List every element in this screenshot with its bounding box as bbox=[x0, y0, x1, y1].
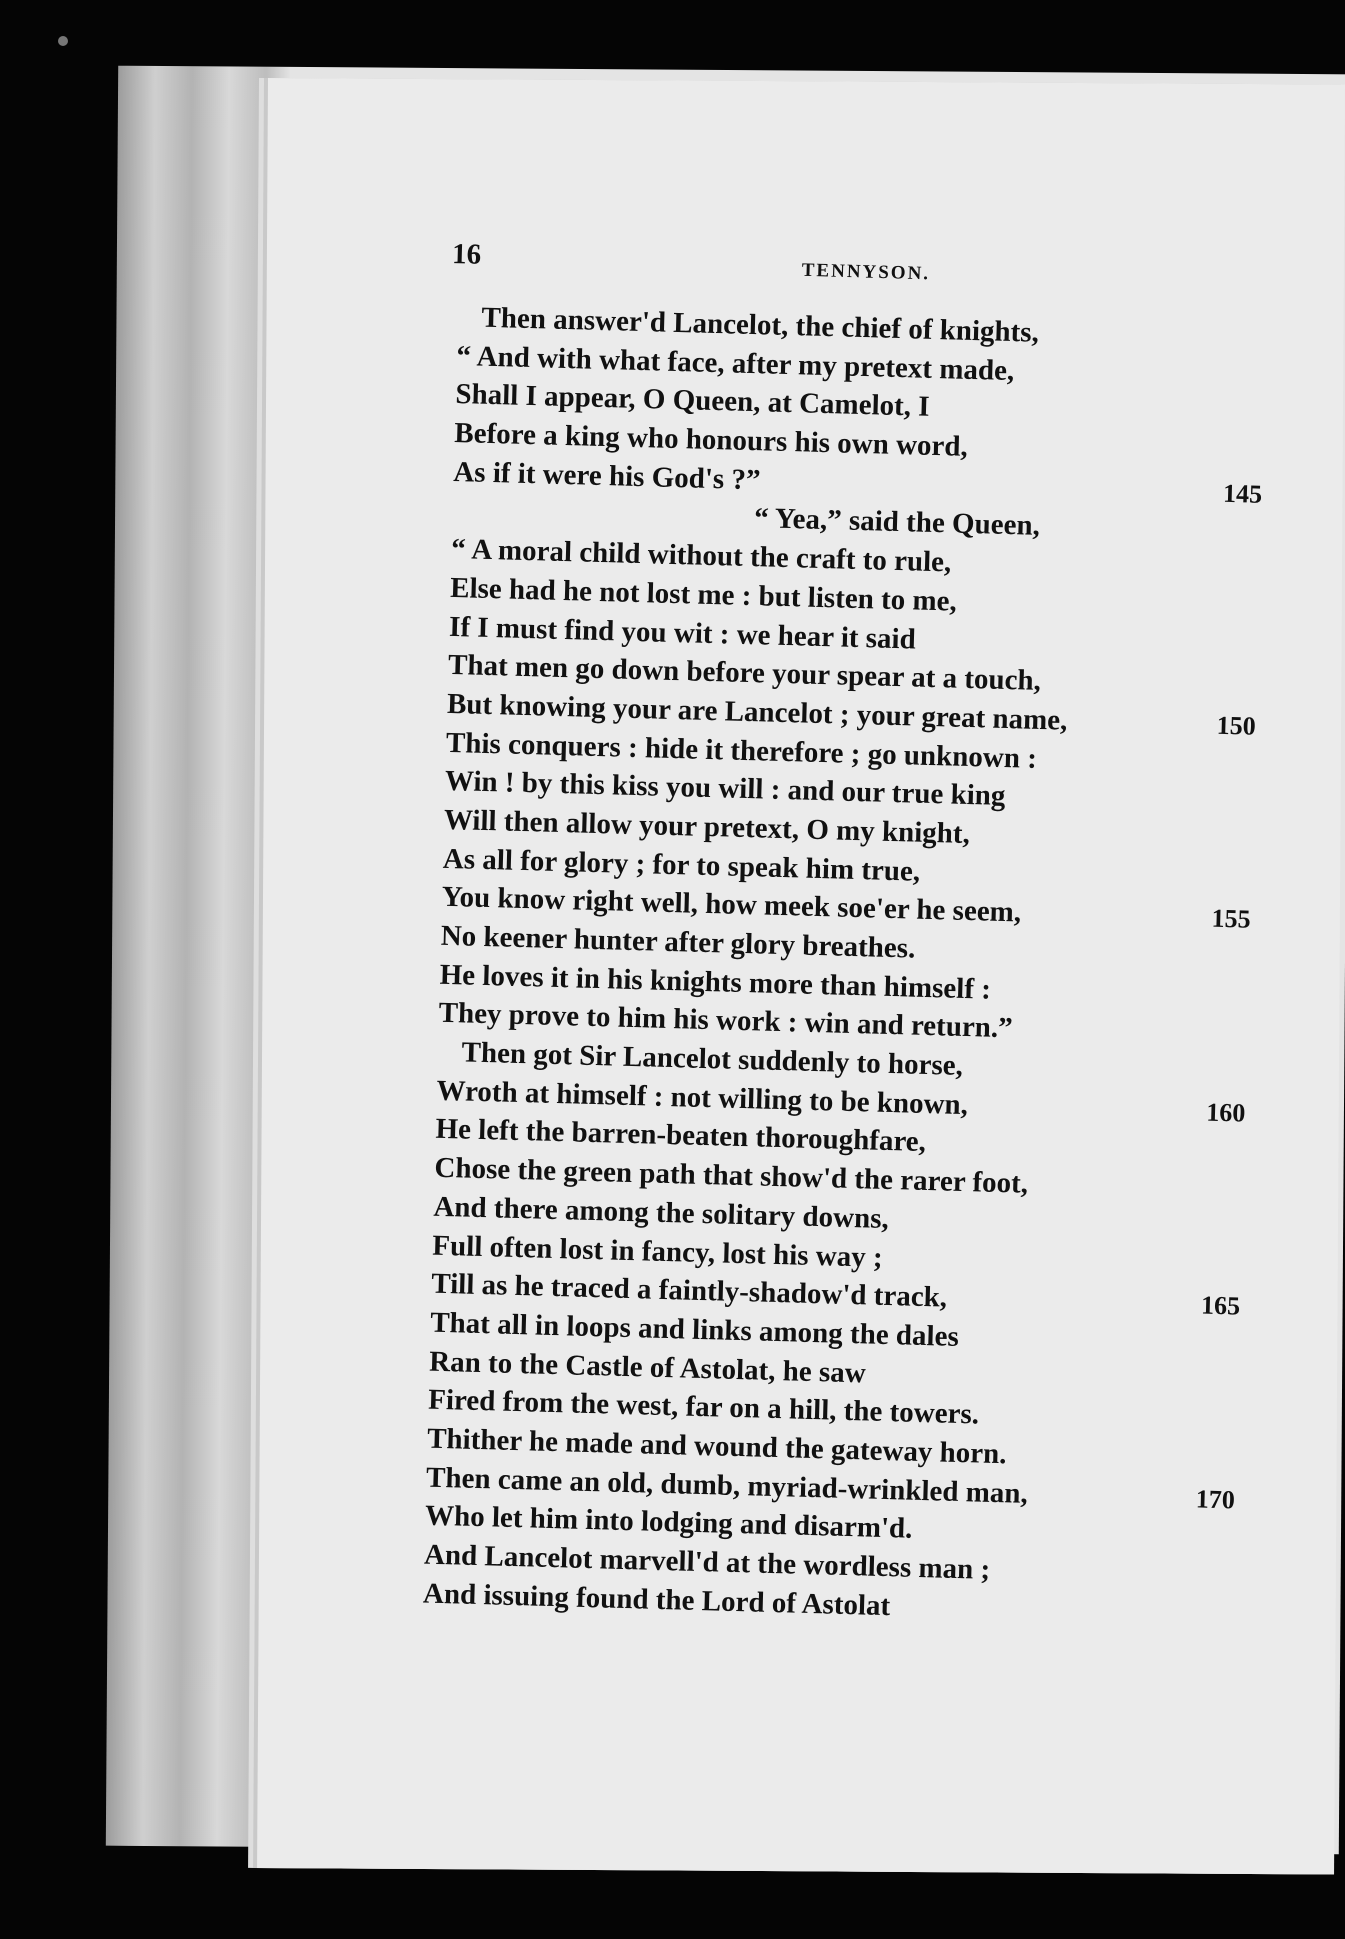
poem-line-text: Then answer'd Lancelot, the chief of knights, bbox=[481, 301, 1040, 349]
poem-line-text: As all for glory ; for to speak him true, bbox=[442, 842, 921, 888]
poem-line-text: If I must find you wit : we hear it said bbox=[448, 610, 917, 656]
poem-line-text: They prove to him his work : win and return.” bbox=[438, 997, 1014, 1045]
poem-line-text: Wroth at himself : not willing to be known, bbox=[436, 1074, 969, 1121]
poem-line-text: Then came an old, dumb, myriad-wrinkled man, bbox=[425, 1461, 1029, 1510]
poem-line-text: And issuing found the Lord of Astolat bbox=[422, 1577, 891, 1622]
line-number: 170 bbox=[1195, 1484, 1236, 1515]
line-number: 165 bbox=[1200, 1290, 1241, 1321]
poem-line-text: Then got Sir Lancelot suddenly to horse, bbox=[461, 1036, 964, 1083]
poem-line-text: Ran to the Castle of Astolat, he saw bbox=[428, 1345, 867, 1390]
line-number: 155 bbox=[1211, 903, 1251, 934]
poem-line-text: Chose the green path that show'd the rarer foot, bbox=[434, 1151, 1029, 1200]
poem-line-text: “ Yea,” said the Queen, bbox=[753, 502, 1041, 543]
poem-line-text: Thither he made and wound the gateway horn. bbox=[426, 1422, 1007, 1471]
dust-speck bbox=[58, 36, 68, 46]
poem-line-text: “ And with what face, after my pretext made, bbox=[456, 339, 1015, 387]
poem-line-text: You know right well, how meek soe'er he seem, bbox=[441, 881, 1022, 929]
poem-line-text: Shall I appear, O Queen, at Camelot, I bbox=[455, 378, 930, 424]
poem-text bbox=[384, 300, 1263, 1636]
poem-line-text: But knowing your are Lancelot ; your great name, bbox=[446, 687, 1068, 737]
poem-line-text: “ A moral child without the craft to rule, bbox=[450, 533, 952, 579]
poem-line-text: Full often lost in fancy, lost his way ; bbox=[432, 1229, 884, 1274]
poem-line-text: Fired from the west, far on a hill, the towers. bbox=[427, 1383, 980, 1431]
poem-line-text: He loves it in his knights more than himself : bbox=[439, 958, 992, 1006]
poem-line-text: As if it were his God's ?” bbox=[452, 455, 761, 497]
line-number: 145 bbox=[1222, 478, 1263, 509]
line-number: 160 bbox=[1205, 1097, 1246, 1128]
poem-line-text: Win ! by this kiss you will : and our true king bbox=[444, 765, 1006, 813]
poem-line-text: And there among the solitary downs, bbox=[433, 1190, 890, 1235]
poem-line-text: This conquers : hide it therefore ; go unknown : bbox=[445, 726, 1038, 775]
poem-line-text: Till as he traced a faintly-shadow'd track, bbox=[430, 1267, 948, 1314]
poem-line-text: Who let him into lodging and disarm'd. bbox=[424, 1499, 913, 1546]
poem-line-text: He left the barren-beaten thoroughfare, bbox=[435, 1113, 927, 1159]
poem-line-text: Will then allow your pretext, O my knight, bbox=[443, 803, 971, 850]
line-number: 150 bbox=[1216, 710, 1257, 741]
poem-line-text: That men go down before your spear at a touch, bbox=[447, 649, 1042, 698]
poem-line-text: Else had he not lost me : but listen to me, bbox=[449, 571, 958, 618]
poem-line-text: And Lancelot marvell'd at the wordless man ; bbox=[423, 1538, 991, 1586]
running-head: TENNYSON. bbox=[801, 259, 931, 285]
poem-line-text: That all in loops and links among the dales bbox=[429, 1306, 960, 1353]
page-number: 16 bbox=[451, 238, 482, 271]
poem-line-text: Before a king who honours his own word, bbox=[453, 417, 969, 463]
poem-line-text: No keener hunter after glory breathes. bbox=[440, 919, 916, 965]
